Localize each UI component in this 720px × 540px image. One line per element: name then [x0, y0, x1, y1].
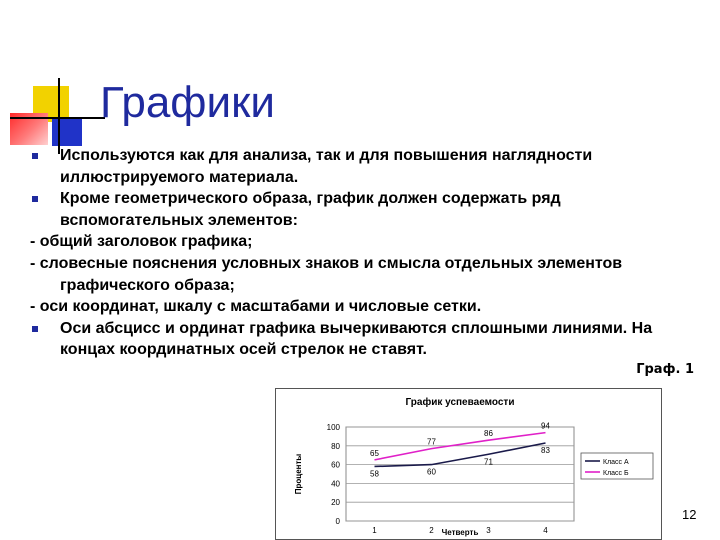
x-axis-label: Четверть	[441, 528, 479, 537]
bullet-item	[30, 188, 695, 231]
bullet-square-icon	[32, 326, 38, 332]
page-number: 12	[682, 507, 697, 522]
chart-container	[275, 388, 662, 540]
bullet-text: вспомогательных элементов:	[60, 211, 298, 229]
dash-item: - общий заголовок графика;	[30, 233, 253, 251]
bullet-item	[30, 145, 695, 188]
bullet-text: концах координатных осей стрелок не ставят.	[60, 341, 427, 359]
y-tick-label: 60	[331, 460, 340, 470]
bullet-item	[30, 318, 695, 361]
decor-blue-square	[52, 118, 82, 146]
x-tick-label: 1	[372, 526, 377, 535]
bullet-square-icon	[32, 153, 38, 159]
legend-label: Класс А	[603, 459, 629, 466]
data-label: 94	[541, 421, 550, 431]
plot-area	[346, 427, 574, 521]
data-label: 60	[427, 467, 436, 477]
data-label: 58	[370, 469, 379, 479]
bullet-square-icon	[32, 196, 38, 202]
y-tick-label: 20	[331, 498, 340, 508]
y-tick-label: 40	[331, 479, 340, 489]
bullet-text: Кроме геометрического образа, график должен содержать ряд	[60, 190, 561, 208]
y-tick-label: 100	[326, 423, 340, 432]
line-chart	[276, 389, 661, 539]
bullet-text: иллюстрируемого материала.	[60, 168, 299, 186]
y-tick-label: 80	[331, 441, 340, 451]
figure-caption: Граф. 1	[636, 362, 694, 377]
y-tick-label: 0	[335, 517, 340, 526]
x-tick-label: 3	[486, 526, 491, 535]
dash-item: - словесные пояснения условных знаков и смысла отдельных элементов графического образа;	[30, 254, 623, 294]
data-label: 65	[370, 448, 379, 458]
legend-label: Класс Б	[603, 470, 629, 477]
x-tick-label: 2	[429, 526, 434, 535]
bullet-text: Оси абсцисс и ординат графика вычеркиваются сплошными линиями. На	[60, 319, 653, 337]
chart-title: График успеваемости	[405, 397, 515, 408]
dash-item: - оси координат, шкалу с масштабами и числовые сетки.	[30, 298, 482, 316]
decor-vertical-line	[58, 78, 60, 154]
data-label: 83	[541, 445, 550, 455]
slide-title: Графики	[100, 78, 275, 127]
data-label: 71	[484, 457, 493, 467]
x-tick-label: 4	[543, 526, 548, 535]
data-label: 77	[427, 437, 436, 447]
data-label: 86	[484, 429, 493, 439]
y-axis-label: Проценты	[294, 453, 303, 495]
decor-horizontal-line	[10, 117, 105, 119]
slide-body	[30, 145, 695, 361]
bullet-text: Используются как для анализа, так и для повышения наглядности	[60, 147, 593, 164]
